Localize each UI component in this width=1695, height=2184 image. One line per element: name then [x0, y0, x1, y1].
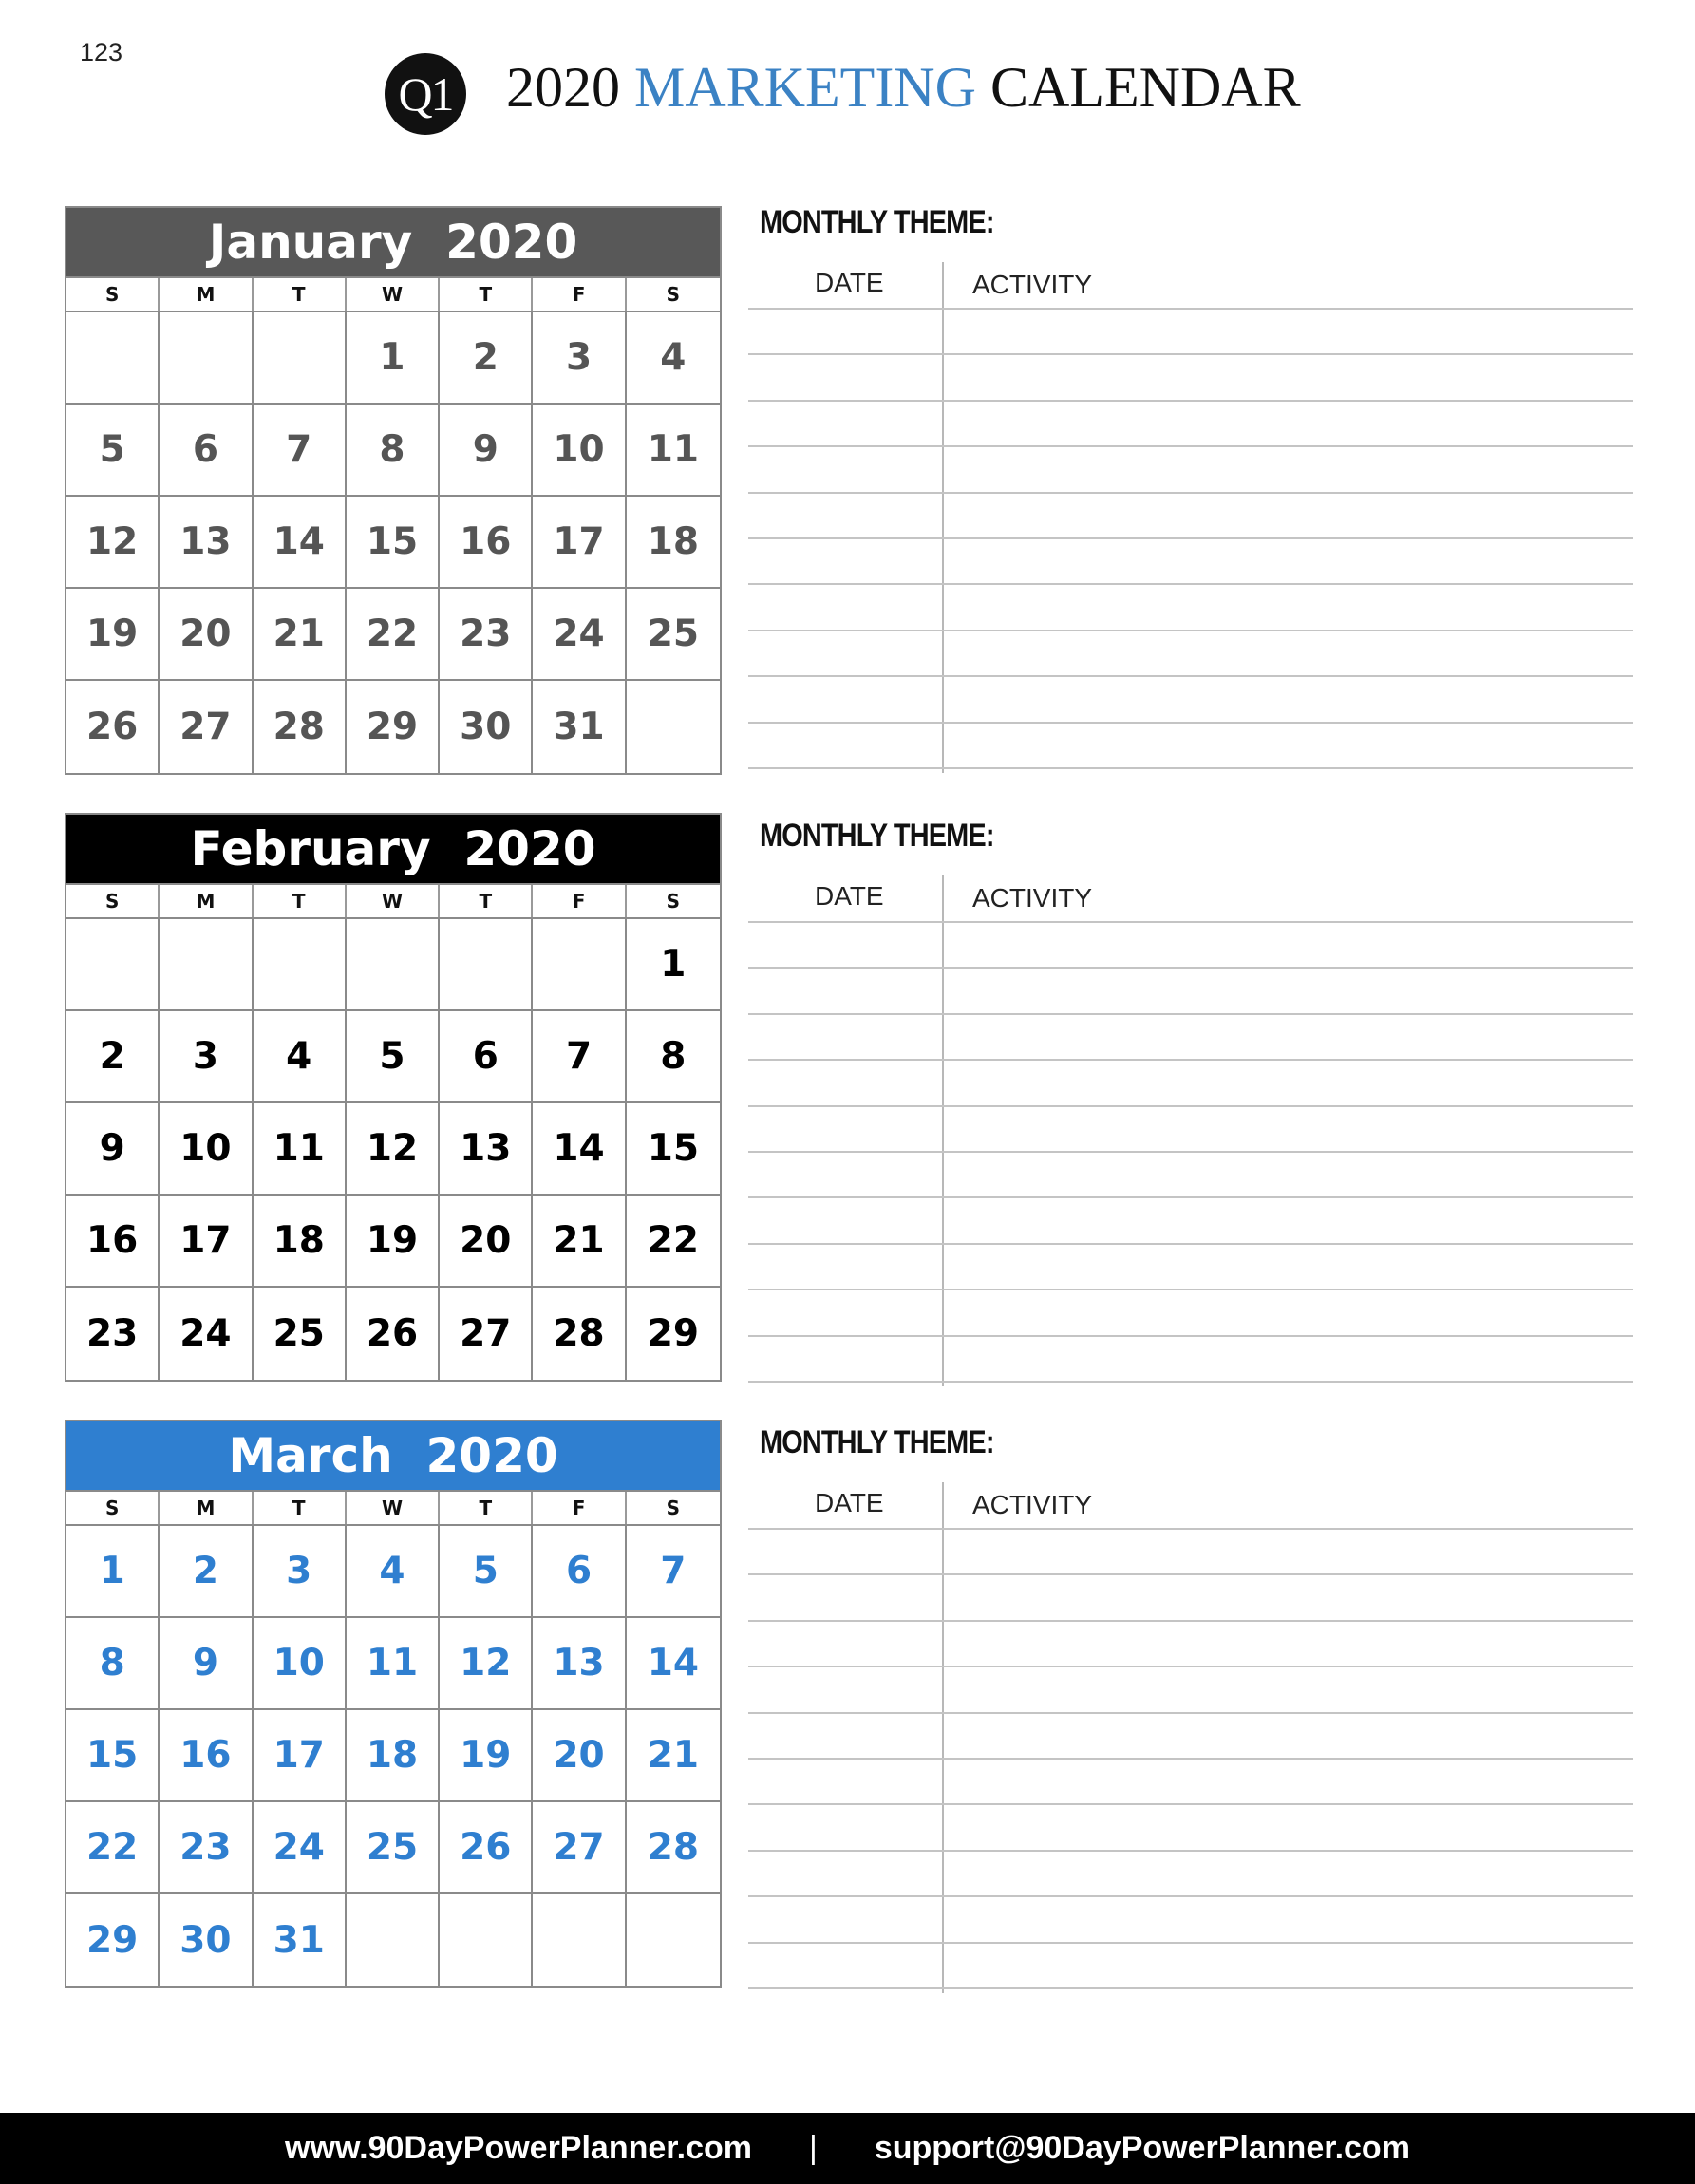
- empty-day-cell: [254, 919, 347, 1011]
- day-cell[interactable]: 6: [440, 1011, 533, 1103]
- ruled-line: [748, 967, 1633, 969]
- day-cell[interactable]: 18: [254, 1196, 347, 1288]
- weekday-label: F: [533, 1492, 626, 1524]
- day-cell[interactable]: 10: [160, 1103, 253, 1196]
- day-cell[interactable]: 22: [66, 1802, 160, 1894]
- day-cell[interactable]: 25: [627, 589, 720, 681]
- day-grid: [66, 917, 720, 1380]
- ruled-line: [748, 400, 1633, 402]
- ruled-line: [748, 537, 1633, 539]
- empty-day-cell: [66, 312, 160, 405]
- day-cell[interactable]: 20: [160, 589, 253, 681]
- day-cell[interactable]: 6: [533, 1526, 626, 1618]
- weekday-label: W: [347, 885, 440, 917]
- weekday-label: T: [440, 1492, 533, 1524]
- day-cell[interactable]: 15: [627, 1103, 720, 1196]
- weekday-label: W: [347, 278, 440, 311]
- day-cell[interactable]: 2: [66, 1011, 160, 1103]
- empty-day-cell: [160, 312, 253, 405]
- ruled-line: [748, 1803, 1633, 1805]
- empty-day-cell: [440, 1894, 533, 1986]
- empty-day-cell: [254, 312, 347, 405]
- weekday-label: T: [254, 885, 347, 917]
- ruled-line: [748, 1620, 1633, 1622]
- ruled-line: [748, 1105, 1633, 1107]
- day-cell[interactable]: 9: [440, 405, 533, 497]
- notes-march: [748, 1423, 1633, 1993]
- empty-day-cell: [66, 919, 160, 1011]
- activity-table: [748, 262, 1633, 773]
- day-grid: [66, 311, 720, 773]
- title-suffix: CALENDAR: [975, 56, 1301, 119]
- ruled-line: [748, 1758, 1633, 1760]
- weekday-label: M: [160, 278, 253, 311]
- day-cell[interactable]: 28: [533, 1288, 626, 1380]
- day-cell[interactable]: 5: [347, 1011, 440, 1103]
- ruled-line: [748, 492, 1633, 494]
- day-cell[interactable]: 25: [347, 1802, 440, 1894]
- day-cell[interactable]: 27: [160, 681, 253, 773]
- day-cell[interactable]: 16: [440, 497, 533, 589]
- page-title: [506, 49, 1301, 125]
- weekday-label: W: [347, 1492, 440, 1524]
- day-cell[interactable]: 31: [533, 681, 626, 773]
- ruled-line: [748, 353, 1633, 355]
- monthly-theme-label: MONTHLY THEME:: [760, 818, 994, 854]
- ruled-line: [748, 675, 1633, 677]
- weekday-label: S: [66, 278, 160, 311]
- ruled-line: [748, 1151, 1633, 1153]
- day-cell[interactable]: 7: [627, 1526, 720, 1618]
- quarter-badge: Q1: [385, 53, 466, 135]
- ruled-line: [748, 1666, 1633, 1667]
- calendar-march: [65, 1420, 722, 1988]
- day-cell[interactable]: 21: [533, 1196, 626, 1288]
- day-cell[interactable]: 24: [533, 589, 626, 681]
- ruled-line: [748, 630, 1633, 631]
- ruled-line: [748, 767, 1633, 769]
- empty-day-cell: [627, 1894, 720, 1986]
- day-cell[interactable]: 1: [627, 919, 720, 1011]
- website-link[interactable]: www.90DayPowerPlanner.com: [285, 2130, 752, 2166]
- day-cell[interactable]: 19: [66, 589, 160, 681]
- column-divider: [942, 262, 944, 773]
- weekday-label: T: [254, 1492, 347, 1524]
- day-cell[interactable]: 22: [347, 589, 440, 681]
- ruled-line: [748, 1942, 1633, 1944]
- month-title: January 2020: [66, 208, 720, 276]
- day-cell[interactable]: 24: [254, 1802, 347, 1894]
- day-cell[interactable]: 16: [160, 1710, 253, 1802]
- day-cell[interactable]: 11: [627, 405, 720, 497]
- empty-day-cell: [627, 681, 720, 773]
- day-cell[interactable]: 14: [627, 1618, 720, 1710]
- page-number: 123: [80, 38, 123, 66]
- day-cell[interactable]: 2: [160, 1526, 253, 1618]
- ruled-line: [748, 1712, 1633, 1714]
- day-cell[interactable]: 8: [627, 1011, 720, 1103]
- day-cell[interactable]: 12: [347, 1103, 440, 1196]
- date-column-header: DATE: [815, 268, 884, 297]
- footer-bar: [0, 2113, 1695, 2184]
- day-cell[interactable]: 5: [66, 405, 160, 497]
- date-column-header: DATE: [815, 1488, 884, 1517]
- empty-day-cell: [533, 919, 626, 1011]
- day-cell[interactable]: 18: [627, 497, 720, 589]
- weekday-label: F: [533, 885, 626, 917]
- day-cell[interactable]: 17: [160, 1196, 253, 1288]
- weekday-header: [66, 276, 720, 311]
- weekday-label: M: [160, 1492, 253, 1524]
- calendar-january: [65, 206, 722, 775]
- day-cell[interactable]: 19: [440, 1710, 533, 1802]
- weekday-label: T: [440, 885, 533, 917]
- monthly-theme-label: MONTHLY THEME:: [760, 1424, 994, 1460]
- ruled-line: [748, 1243, 1633, 1245]
- date-column-header: DATE: [815, 881, 884, 911]
- empty-day-cell: [160, 919, 253, 1011]
- ruled-line: [748, 1335, 1633, 1337]
- day-cell[interactable]: 26: [66, 681, 160, 773]
- empty-day-cell: [347, 1894, 440, 1986]
- day-cell[interactable]: 25: [254, 1288, 347, 1380]
- day-cell[interactable]: 1: [66, 1526, 160, 1618]
- email-link[interactable]: support@90DayPowerPlanner.com: [874, 2130, 1410, 2166]
- day-cell[interactable]: 4: [254, 1011, 347, 1103]
- day-cell[interactable]: 30: [160, 1894, 253, 1986]
- ruled-line: [748, 1289, 1633, 1290]
- day-cell[interactable]: 13: [533, 1618, 626, 1710]
- day-cell[interactable]: 10: [254, 1618, 347, 1710]
- weekday-label: S: [66, 885, 160, 917]
- ruled-line: [748, 1381, 1633, 1383]
- weekday-header: [66, 883, 720, 917]
- day-cell[interactable]: 30: [440, 681, 533, 773]
- weekday-label: T: [254, 278, 347, 311]
- day-cell[interactable]: 17: [254, 1710, 347, 1802]
- day-cell[interactable]: 3: [533, 312, 626, 405]
- day-cell[interactable]: 29: [347, 681, 440, 773]
- day-cell[interactable]: 27: [440, 1288, 533, 1380]
- ruled-line: [748, 1528, 1633, 1530]
- day-cell[interactable]: 6: [160, 405, 253, 497]
- empty-day-cell: [347, 919, 440, 1011]
- activity-column-header: ACTIVITY: [972, 883, 1093, 913]
- notes-february: [748, 817, 1633, 1386]
- monthly-theme-label: MONTHLY THEME:: [760, 204, 994, 240]
- day-cell[interactable]: 29: [647, 1312, 699, 1355]
- day-cell[interactable]: 9: [160, 1618, 253, 1710]
- day-cell[interactable]: 14: [254, 497, 347, 589]
- ruled-line: [748, 1013, 1633, 1015]
- day-cell[interactable]: 12: [440, 1618, 533, 1710]
- calendar-february: [65, 813, 722, 1382]
- day-cell[interactable]: 31: [254, 1894, 347, 1986]
- ruled-line: [748, 1573, 1633, 1575]
- day-cell[interactable]: 13: [160, 497, 253, 589]
- ruled-line: [748, 445, 1633, 447]
- day-cell[interactable]: 16: [66, 1196, 160, 1288]
- weekday-header: [66, 1490, 720, 1524]
- month-title: March 2020: [66, 1421, 720, 1490]
- weekday-label: M: [160, 885, 253, 917]
- day-cell[interactable]: 18: [347, 1710, 440, 1802]
- weekday-label: T: [440, 278, 533, 311]
- day-cell[interactable]: 4: [627, 312, 720, 405]
- day-cell[interactable]: 3: [254, 1526, 347, 1618]
- day-cell[interactable]: 22: [627, 1196, 720, 1288]
- weekday-label: S: [666, 890, 681, 913]
- day-cell[interactable]: 8: [66, 1618, 160, 1710]
- day-cell[interactable]: 20: [440, 1196, 533, 1288]
- day-cell[interactable]: 28: [627, 1802, 720, 1894]
- day-cell[interactable]: 5: [440, 1526, 533, 1618]
- ruled-line: [748, 722, 1633, 724]
- ruled-line: [748, 1895, 1633, 1897]
- day-cell[interactable]: 10: [533, 405, 626, 497]
- day-cell[interactable]: 26: [440, 1802, 533, 1894]
- day-cell[interactable]: 23: [160, 1802, 253, 1894]
- day-cell[interactable]: 11: [254, 1103, 347, 1196]
- activity-table: [748, 875, 1633, 1386]
- day-cell[interactable]: 27: [533, 1802, 626, 1894]
- day-cell[interactable]: 2: [440, 312, 533, 405]
- day-cell[interactable]: 12: [66, 497, 160, 589]
- page-header: [0, 49, 1695, 125]
- ruled-line: [748, 1059, 1633, 1061]
- ruled-line: [748, 1196, 1633, 1198]
- activity-column-header: ACTIVITY: [972, 1490, 1093, 1519]
- day-cell[interactable]: 23: [66, 1288, 160, 1380]
- column-divider: [942, 875, 944, 1386]
- day-cell[interactable]: 26: [347, 1288, 440, 1380]
- day-cell[interactable]: 23: [440, 589, 533, 681]
- weekday-label: S: [666, 1497, 681, 1519]
- day-cell[interactable]: 8: [347, 405, 440, 497]
- day-cell[interactable]: 11: [347, 1618, 440, 1710]
- activity-column-header: ACTIVITY: [972, 270, 1093, 299]
- weekday-label: S: [66, 1492, 160, 1524]
- day-cell[interactable]: 15: [347, 497, 440, 589]
- day-cell[interactable]: 17: [533, 497, 626, 589]
- day-cell[interactable]: 14: [533, 1103, 626, 1196]
- weekday-label: S: [666, 283, 681, 306]
- day-cell[interactable]: 7: [533, 1011, 626, 1103]
- ruled-line: [748, 583, 1633, 585]
- day-cell[interactable]: 24: [160, 1288, 253, 1380]
- empty-day-cell: [440, 919, 533, 1011]
- day-cell[interactable]: 9: [66, 1103, 160, 1196]
- empty-day-cell: [533, 1894, 626, 1986]
- footer-separator: |: [808, 2130, 818, 2166]
- day-cell[interactable]: 29: [66, 1894, 160, 1986]
- day-cell[interactable]: 3: [160, 1011, 253, 1103]
- notes-january: [748, 203, 1633, 773]
- ruled-line: [748, 1850, 1633, 1852]
- month-title: February 2020: [66, 815, 720, 883]
- ruled-line: [748, 921, 1633, 923]
- day-cell[interactable]: 19: [347, 1196, 440, 1288]
- weekday-label: F: [533, 278, 626, 311]
- activity-table: [748, 1482, 1633, 1993]
- title-prefix: 2020: [506, 56, 634, 119]
- day-cell[interactable]: 13: [440, 1103, 533, 1196]
- day-cell[interactable]: 20: [533, 1710, 626, 1802]
- day-cell[interactable]: 21: [254, 589, 347, 681]
- day-grid: [66, 1524, 720, 1986]
- ruled-line: [748, 308, 1633, 310]
- day-cell[interactable]: 4: [347, 1526, 440, 1618]
- ruled-line: [748, 1987, 1633, 1989]
- column-divider: [942, 1482, 944, 1993]
- day-cell[interactable]: 28: [254, 681, 347, 773]
- day-cell[interactable]: 1: [347, 312, 440, 405]
- day-cell[interactable]: 21: [627, 1710, 720, 1802]
- day-cell[interactable]: 15: [66, 1710, 160, 1802]
- day-cell[interactable]: 7: [254, 405, 347, 497]
- title-accent: MARKETING: [634, 56, 976, 119]
